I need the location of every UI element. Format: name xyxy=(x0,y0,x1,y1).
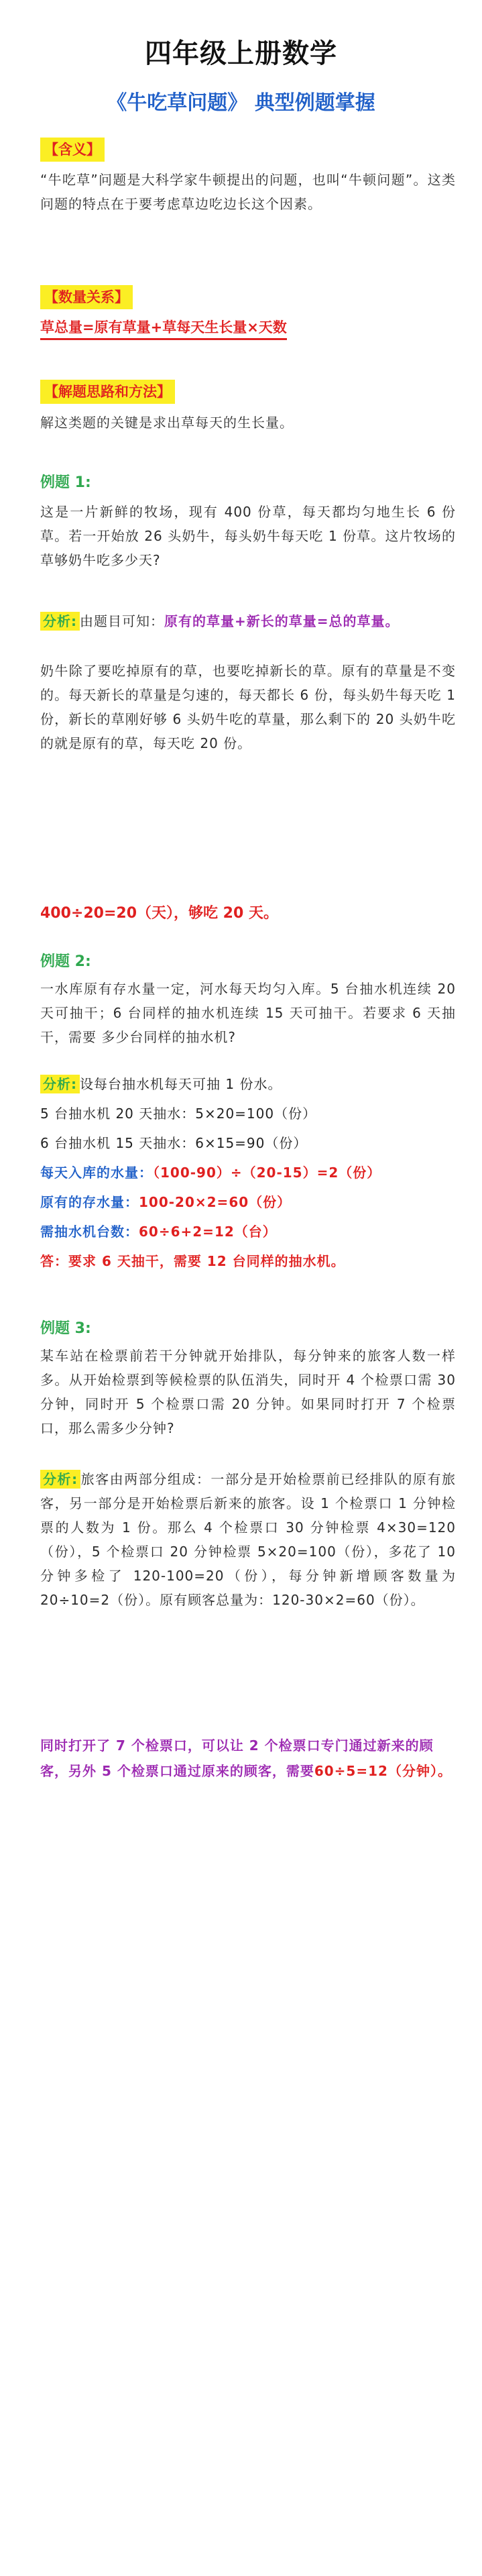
example1-answer: 400÷20=20（天），够吃 20 天。 xyxy=(40,905,278,922)
page-title: 四年级上册数学 xyxy=(145,38,337,69)
example2-line2: 6 台抽水机 15 天抽水：6×15=90（份） xyxy=(40,1135,308,1151)
example1-analysis-body: 奶牛除了要吃掉原有的草，也要吃掉新长的草。原有的草量是不变的。每天新长的草量是匀速的，每天都长 6 份，每头奶牛每天吃 1 份，新长的草刚好够 6 头奶牛吃的草量，那么剩下的 20 头奶牛吃的就是原有的草，每天吃 20 份。 xyxy=(40,663,456,751)
example3-analysis-tag: 分析: xyxy=(40,1470,80,1489)
example2-problem: 一水库原有存水量一定，河水每天均匀入库。5 台抽水机连续 20 天可抽干；6 台同样的抽水机连续 15 天可抽干。若要求 6 天抽干，需要 多少台同样的抽水机? xyxy=(40,981,456,1045)
example2-line5-value: 60÷6+2=12（台） xyxy=(139,1224,277,1240)
example1-analysis-head xyxy=(40,609,456,633)
example2-analysis-tag: 分析: xyxy=(40,1075,80,1093)
example1-problem: 这是一片新鲜的牧场，现有 400 份草，每天都均匀地生长 6 份草。若一开始放 26 头奶牛，每头奶牛每天吃 1 份草。这片牧场的草够奶牛吃多少天? xyxy=(40,504,456,568)
example3-final-answer: 60÷5=12（分钟）。 xyxy=(314,1763,452,1779)
example2-title: 例题 2: xyxy=(40,953,91,970)
example2-line5-label: 需抽水机台数： xyxy=(40,1224,139,1240)
example2-line3-value: （100-90）÷（20-15）=2（份） xyxy=(153,1165,381,1181)
method-text: 解这类题的关键是求出草每天的生长量。 xyxy=(40,415,294,431)
example2-line1: 5 台抽水机 20 天抽水：5×20=100（份） xyxy=(40,1106,317,1122)
example1-analysis-tag: 分析: xyxy=(40,612,80,631)
example3-title: 例题 3: xyxy=(40,1320,91,1337)
example2-line4-value: 100-20×2=60（份） xyxy=(139,1194,292,1210)
example1-analysis-lead: 由题目可知： xyxy=(80,613,164,629)
method-tag: 【解题思路和方法】 xyxy=(40,380,175,404)
quantity-formula: 草总量=原有草量+草每天生长量×天数 xyxy=(40,317,287,340)
example2-line4-label: 原有的存水量： xyxy=(40,1194,139,1210)
example2-analysis-head xyxy=(40,1074,456,1094)
example3-final xyxy=(40,1733,456,1784)
example2-line3 xyxy=(40,1163,456,1183)
example3-analysis-body: 旅客由两部分组成：一部分是开始检票前已经排队的原有旅客，另一部分是开始检票后新来的旅客。设 1 个检票口 1 分钟检票的人数为 1 份。那么 4 个检票口 30 分钟检票 4×30=120（份），5 个检票口 20 分钟检票 5×20=100（份），多花了 10 分钟多检了 120-100=20（份），每分钟新增顾客数量为 20÷10=2（份）。原有顾客总量为：120-30×2=60（份）。 xyxy=(40,1471,457,1608)
example3-final-text: 同时打开了 7 个检票口，可以让 2 个检票口专门通过新来的顾客，另外 5 个检票口通过原来的顾客，需要 xyxy=(40,1737,434,1779)
example3-problem: 某车站在检票前若干分钟就开始排队，每分钟来的旅客人数一样多。从开始检票到等候检票的队伍消失，同时开 4 个检票口需 30 分钟，同时开 5 个检票口需 20 分钟。如果同时打开 7 个检票口，那么需多少分钟? xyxy=(40,1348,456,1436)
meaning-tag: 【含义】 xyxy=(40,138,105,162)
example2-analysis-lead: 设每台抽水机每天可抽 1 份水。 xyxy=(80,1076,282,1092)
example1-analysis-key: 原有的草量+新长的草量=总的草量。 xyxy=(164,613,400,629)
quantity-tag: 【数量关系】 xyxy=(40,285,133,309)
meaning-text: “牛吃草”问题是大科学家牛顿提出的问题，也叫“牛顿问题”。这类问题的特点在于要考虑草边吃边长这个因素。 xyxy=(40,172,456,212)
example2-line4 xyxy=(40,1192,456,1212)
example1-title: 例题 1: xyxy=(40,474,91,491)
example2-line5 xyxy=(40,1222,456,1242)
page-subtitle: 《牛吃草问题》 典型例题掌握 xyxy=(107,91,375,115)
example2-line3-label: 每天入库的水量： xyxy=(40,1165,153,1181)
example3-analysis xyxy=(40,1467,456,1612)
example2-answer: 答：要求 6 天抽干，需要 12 台同样的抽水机。 xyxy=(40,1253,345,1269)
